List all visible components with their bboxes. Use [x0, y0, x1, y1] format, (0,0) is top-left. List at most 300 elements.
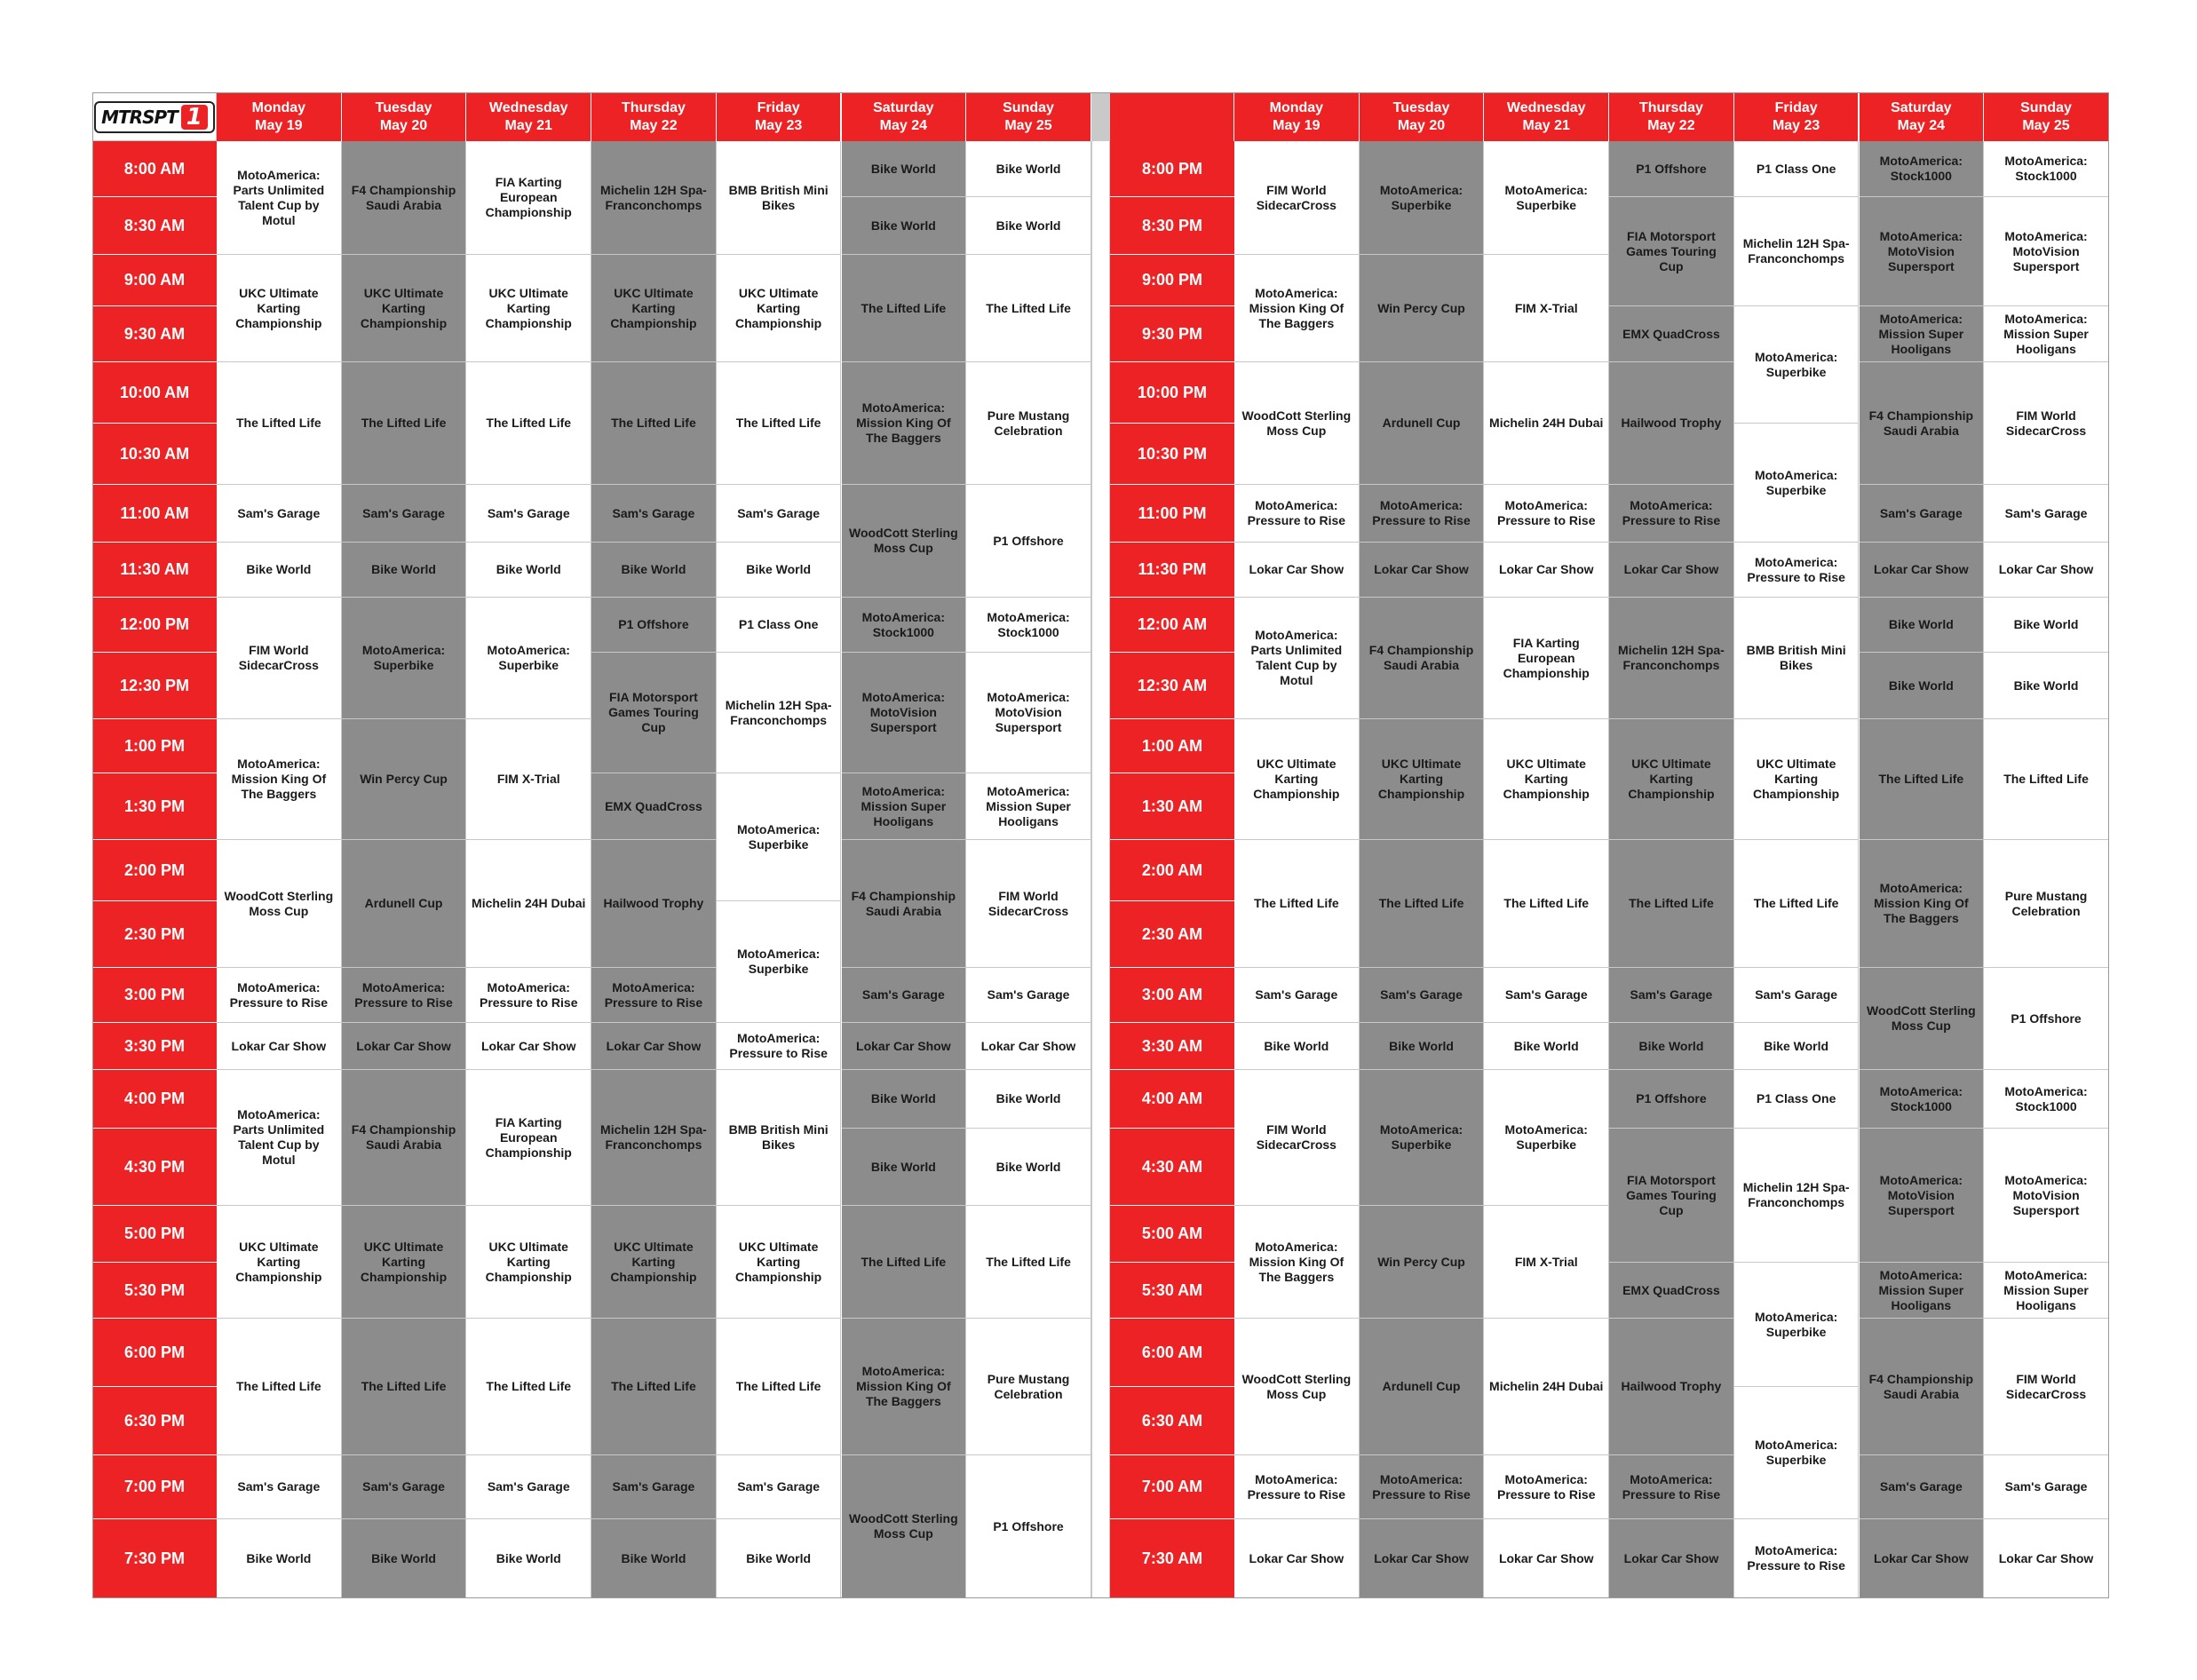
- day-name: Sunday: [2020, 99, 2072, 115]
- program-cell[interactable]: Lokar Car Show: [842, 1023, 967, 1070]
- day-date: May 24: [1897, 117, 1946, 133]
- program-cell[interactable]: Sam's Garage: [1360, 968, 1485, 1023]
- program-cell[interactable]: Lokar Car Show: [1860, 1519, 1985, 1598]
- program-cell[interactable]: Pure Mustang Celebration: [966, 1319, 1091, 1455]
- program-cell[interactable]: Ardunell Cup: [1360, 362, 1485, 485]
- right-day-header-wednesday: [1484, 92, 1609, 141]
- program-cell[interactable]: MotoAmerica: Pressure to Rise: [1734, 1519, 1860, 1598]
- right-time-slot: 4:30 AM: [1110, 1129, 1234, 1206]
- day-name: Wednesday: [1506, 99, 1586, 115]
- day-date: May 22: [630, 117, 678, 133]
- program-cell[interactable]: WoodCott Sterling Moss Cup: [1234, 1319, 1360, 1455]
- program-cell[interactable]: The Lifted Life: [342, 1319, 467, 1455]
- left-time-slot: 10:30 AM: [92, 424, 217, 485]
- program-cell[interactable]: Michelin 12H Spa-Franconchomps: [591, 141, 717, 255]
- program-cell[interactable]: The Lifted Life: [1360, 840, 1485, 968]
- program-cell[interactable]: Bike World: [1484, 1023, 1609, 1070]
- program-cell[interactable]: F4 Championship Saudi Arabia: [1860, 362, 1985, 485]
- program-cell[interactable]: Sam's Garage: [466, 1455, 591, 1519]
- right-time-slot: 5:00 AM: [1110, 1206, 1234, 1263]
- program-cell[interactable]: FIM World SidecarCross: [1234, 1070, 1360, 1206]
- program-cell[interactable]: Lokar Car Show: [1484, 1519, 1609, 1598]
- program-cell[interactable]: MotoAmerica: MotoVision Supersport: [1984, 197, 2109, 306]
- left-time-slot: 1:30 PM: [92, 773, 217, 840]
- left-day-header-saturday: [842, 92, 967, 141]
- program-cell[interactable]: Bike World: [1860, 598, 1985, 653]
- program-cell[interactable]: MotoAmerica: Stock1000: [1860, 1070, 1985, 1129]
- program-cell[interactable]: Michelin 12H Spa-Franconchomps: [1734, 197, 1860, 306]
- program-cell[interactable]: MotoAmerica: Superbike: [466, 598, 591, 719]
- program-cell[interactable]: Bike World: [966, 197, 1091, 255]
- program-cell[interactable]: Bike World: [1984, 653, 2109, 719]
- program-cell[interactable]: F4 Championship Saudi Arabia: [342, 141, 467, 255]
- program-cell[interactable]: Lokar Car Show: [217, 1023, 342, 1070]
- program-cell[interactable]: EMX QuadCross: [1609, 1263, 1734, 1319]
- program-cell[interactable]: Bike World: [1734, 1023, 1860, 1070]
- program-cell[interactable]: P1 Offshore: [966, 485, 1091, 598]
- left-time-slot: 8:00 AM: [92, 141, 217, 197]
- day-name: Saturday: [1891, 99, 1952, 115]
- program-cell[interactable]: Michelin 12H Spa-Franconchomps: [1609, 598, 1734, 719]
- program-cell[interactable]: MotoAmerica: Stock1000: [1860, 141, 1985, 197]
- program-cell[interactable]: Hailwood Trophy: [591, 840, 717, 968]
- program-cell[interactable]: FIM X-Trial: [1484, 255, 1609, 362]
- program-cell[interactable]: Sam's Garage: [1984, 1455, 2109, 1519]
- program-cell[interactable]: MotoAmerica: MotoVision Supersport: [842, 653, 967, 773]
- program-cell[interactable]: Lokar Car Show: [1484, 543, 1609, 598]
- program-cell[interactable]: UKC Ultimate Karting Championship: [1609, 719, 1734, 840]
- program-cell[interactable]: MotoAmerica: Superbike: [1734, 1387, 1860, 1519]
- program-cell[interactable]: Bike World: [1984, 598, 2109, 653]
- day-date: May 25: [1004, 117, 1052, 133]
- left-time-slot: 11:00 AM: [92, 485, 217, 543]
- left-day-header-sunday: [966, 92, 1091, 141]
- right-time-slot: 3:30 AM: [1110, 1023, 1234, 1070]
- program-cell[interactable]: The Lifted Life: [342, 362, 467, 485]
- day-name: Monday: [1269, 99, 1324, 115]
- program-cell[interactable]: P1 Offshore: [966, 1455, 1091, 1598]
- program-cell[interactable]: FIM World SidecarCross: [1234, 141, 1360, 255]
- program-cell[interactable]: The Lifted Life: [217, 362, 342, 485]
- program-cell[interactable]: MotoAmerica: Pressure to Rise: [1360, 1455, 1485, 1519]
- program-cell[interactable]: Lokar Car Show: [591, 1023, 717, 1070]
- program-cell[interactable]: WoodCott Sterling Moss Cup: [217, 840, 342, 968]
- program-cell[interactable]: F4 Championship Saudi Arabia: [1360, 598, 1485, 719]
- program-cell[interactable]: MotoAmerica: Pressure to Rise: [1360, 485, 1485, 543]
- program-cell[interactable]: The Lifted Life: [966, 255, 1091, 362]
- program-cell[interactable]: MotoAmerica: Pressure to Rise: [1234, 1455, 1360, 1519]
- right-time-slot: 3:00 AM: [1110, 968, 1234, 1023]
- right-time-slot: 12:00 AM: [1110, 598, 1234, 653]
- program-cell[interactable]: Bike World: [466, 1519, 591, 1598]
- program-cell[interactable]: UKC Ultimate Karting Championship: [591, 255, 717, 362]
- program-cell[interactable]: The Lifted Life: [966, 1206, 1091, 1319]
- program-cell[interactable]: FIM World SidecarCross: [1984, 362, 2109, 485]
- program-cell[interactable]: Pure Mustang Celebration: [1984, 840, 2109, 968]
- program-cell[interactable]: The Lifted Life: [217, 1319, 342, 1455]
- day-date: May 22: [1647, 117, 1695, 133]
- program-cell[interactable]: Sam's Garage: [1984, 485, 2109, 543]
- day-name: Monday: [251, 99, 306, 115]
- program-cell[interactable]: Bike World: [217, 543, 342, 598]
- program-cell[interactable]: MotoAmerica: Mission King Of The Baggers: [1860, 840, 1985, 968]
- program-cell[interactable]: EMX QuadCross: [1609, 306, 1734, 362]
- right-header-blank: [1110, 92, 1234, 141]
- program-cell[interactable]: The Lifted Life: [717, 362, 842, 485]
- program-cell[interactable]: The Lifted Life: [1984, 719, 2109, 840]
- program-cell[interactable]: The Lifted Life: [1860, 719, 1985, 840]
- program-cell[interactable]: MotoAmerica: Pressure to Rise: [1609, 1455, 1734, 1519]
- program-cell[interactable]: Bike World: [217, 1519, 342, 1598]
- program-cell[interactable]: P1 Class One: [1734, 141, 1860, 197]
- logo-number: 1: [181, 105, 208, 130]
- left-day-header-monday: [217, 92, 342, 141]
- right-time-slot: 9:30 PM: [1110, 306, 1234, 362]
- program-cell[interactable]: Sam's Garage: [1734, 968, 1860, 1023]
- program-cell[interactable]: The Lifted Life: [717, 1319, 842, 1455]
- left-day-header-friday: [717, 92, 842, 141]
- program-cell[interactable]: Michelin 12H Spa-Franconchomps: [1734, 1129, 1860, 1263]
- program-cell[interactable]: Lokar Car Show: [1984, 543, 2109, 598]
- left-time-slot: 7:00 PM: [92, 1455, 217, 1519]
- day-name: Friday: [1774, 99, 1818, 115]
- program-cell[interactable]: MotoAmerica: Pressure to Rise: [217, 968, 342, 1023]
- program-cell[interactable]: MotoAmerica: Superbike: [717, 773, 842, 901]
- program-cell[interactable]: P1 Class One: [1734, 1070, 1860, 1129]
- program-cell[interactable]: Bike World: [842, 1129, 967, 1206]
- program-cell[interactable]: MotoAmerica: MotoVision Supersport: [1860, 1129, 1985, 1263]
- program-cell[interactable]: Sam's Garage: [966, 968, 1091, 1023]
- program-cell[interactable]: Sam's Garage: [591, 1455, 717, 1519]
- program-cell[interactable]: Win Percy Cup: [1360, 1206, 1485, 1319]
- right-day-header-monday: [1234, 92, 1360, 141]
- program-cell[interactable]: Sam's Garage: [217, 485, 342, 543]
- program-cell[interactable]: The Lifted Life: [466, 1319, 591, 1455]
- program-cell[interactable]: Bike World: [466, 543, 591, 598]
- program-cell[interactable]: MotoAmerica: Mission King Of The Baggers: [842, 1319, 967, 1455]
- program-cell[interactable]: Lokar Car Show: [1360, 543, 1485, 598]
- program-cell[interactable]: FIM X-Trial: [1484, 1206, 1609, 1319]
- program-cell[interactable]: The Lifted Life: [842, 1206, 967, 1319]
- day-name: Tuesday: [1392, 99, 1450, 115]
- program-cell[interactable]: Sam's Garage: [1484, 968, 1609, 1023]
- program-cell[interactable]: MotoAmerica: Parts Unlimited Talent Cup by Motul: [217, 141, 342, 255]
- right-time-slot: 7:00 AM: [1110, 1455, 1234, 1519]
- program-cell[interactable]: Win Percy Cup: [342, 719, 467, 840]
- right-time-slot: 6:00 AM: [1110, 1319, 1234, 1387]
- program-cell[interactable]: Bike World: [842, 197, 967, 255]
- program-cell[interactable]: FIM World SidecarCross: [966, 840, 1091, 968]
- program-cell[interactable]: MotoAmerica: Superbike: [1734, 424, 1860, 543]
- program-cell[interactable]: FIM World SidecarCross: [217, 598, 342, 719]
- right-time-slot: 12:30 AM: [1110, 653, 1234, 719]
- program-cell[interactable]: MotoAmerica: Mission King Of The Baggers: [842, 362, 967, 485]
- program-cell[interactable]: Pure Mustang Celebration: [966, 362, 1091, 485]
- program-cell[interactable]: UKC Ultimate Karting Championship: [217, 255, 342, 362]
- program-cell[interactable]: MotoAmerica: Stock1000: [842, 598, 967, 653]
- right-time-slot: 11:00 PM: [1110, 485, 1234, 543]
- program-cell[interactable]: MotoAmerica: Mission Super Hooligans: [842, 773, 967, 840]
- program-cell[interactable]: The Lifted Life: [842, 255, 967, 362]
- program-cell[interactable]: MotoAmerica: Superbike: [1360, 1070, 1485, 1206]
- program-cell[interactable]: F4 Championship Saudi Arabia: [842, 840, 967, 968]
- program-cell[interactable]: Sam's Garage: [466, 485, 591, 543]
- program-cell[interactable]: MotoAmerica: Superbike: [1484, 1070, 1609, 1206]
- program-cell[interactable]: Lokar Car Show: [1984, 1519, 2109, 1598]
- program-cell[interactable]: UKC Ultimate Karting Championship: [591, 1206, 717, 1319]
- program-cell[interactable]: Lokar Car Show: [342, 1023, 467, 1070]
- program-cell[interactable]: MotoAmerica: Mission King Of The Baggers: [217, 719, 342, 840]
- program-cell[interactable]: MotoAmerica: Superbike: [1734, 1263, 1860, 1387]
- program-cell[interactable]: MotoAmerica: Pressure to Rise: [466, 968, 591, 1023]
- program-cell[interactable]: The Lifted Life: [466, 362, 591, 485]
- day-date: May 23: [1772, 117, 1820, 133]
- program-cell[interactable]: MotoAmerica: Pressure to Rise: [1234, 485, 1360, 543]
- left-time-slot: 2:30 PM: [92, 901, 217, 968]
- day-name: Friday: [757, 99, 800, 115]
- program-cell[interactable]: MotoAmerica: Stock1000: [1984, 1070, 2109, 1129]
- program-cell[interactable]: Sam's Garage: [342, 485, 467, 543]
- program-cell[interactable]: MotoAmerica: Mission Super Hooligans: [1860, 1263, 1985, 1319]
- program-cell[interactable]: MotoAmerica: Pressure to Rise: [591, 968, 717, 1023]
- program-cell[interactable]: The Lifted Life: [591, 1319, 717, 1455]
- right-time-slot: 11:30 PM: [1110, 543, 1234, 598]
- program-cell[interactable]: WoodCott Sterling Moss Cup: [842, 1455, 967, 1598]
- program-cell[interactable]: Michelin 12H Spa-Franconchomps: [591, 1070, 717, 1206]
- program-cell[interactable]: BMB British Mini Bikes: [717, 1070, 842, 1206]
- right-time-slot: 9:00 PM: [1110, 255, 1234, 306]
- program-cell[interactable]: F4 Championship Saudi Arabia: [342, 1070, 467, 1206]
- right-time-slot: 1:00 AM: [1110, 719, 1234, 773]
- left-time-slot: 5:30 PM: [92, 1263, 217, 1319]
- program-cell[interactable]: Sam's Garage: [717, 1455, 842, 1519]
- program-cell[interactable]: WoodCott Sterling Moss Cup: [1234, 362, 1360, 485]
- left-time-slot: 4:30 PM: [92, 1129, 217, 1206]
- program-cell[interactable]: Sam's Garage: [1860, 1455, 1985, 1519]
- program-cell[interactable]: The Lifted Life: [591, 362, 717, 485]
- program-cell[interactable]: P1 Offshore: [1609, 141, 1734, 197]
- program-cell[interactable]: FIA Karting European Championship: [1484, 598, 1609, 719]
- program-cell[interactable]: UKC Ultimate Karting Championship: [717, 1206, 842, 1319]
- program-cell[interactable]: Lokar Car Show: [966, 1023, 1091, 1070]
- program-cell[interactable]: FIA Motorsport Games Touring Cup: [1609, 1129, 1734, 1263]
- day-date: May 25: [2022, 117, 2070, 133]
- left-day-header-tuesday: [342, 92, 467, 141]
- program-cell[interactable]: Bike World: [842, 141, 967, 197]
- program-cell[interactable]: The Lifted Life: [1234, 840, 1360, 968]
- program-cell[interactable]: MotoAmerica: MotoVision Supersport: [1860, 197, 1985, 306]
- program-cell[interactable]: Michelin 24H Dubai: [1484, 1319, 1609, 1455]
- program-cell[interactable]: MotoAmerica: MotoVision Supersport: [1984, 1129, 2109, 1263]
- left-time-slot: 7:30 PM: [92, 1519, 217, 1598]
- program-cell[interactable]: MotoAmerica: Stock1000: [966, 598, 1091, 653]
- program-cell[interactable]: MotoAmerica: Mission King Of The Baggers: [1234, 1206, 1360, 1319]
- program-cell[interactable]: MotoAmerica: MotoVision Supersport: [966, 653, 1091, 773]
- program-cell[interactable]: MotoAmerica: Superbike: [717, 901, 842, 1023]
- program-cell[interactable]: MotoAmerica: Stock1000: [1984, 141, 2109, 197]
- program-cell[interactable]: Bike World: [1609, 1023, 1734, 1070]
- right-time-slot: 2:00 AM: [1110, 840, 1234, 901]
- program-cell[interactable]: MotoAmerica: Pressure to Rise: [1484, 1455, 1609, 1519]
- program-cell[interactable]: Hailwood Trophy: [1609, 362, 1734, 485]
- left-time-slot: 11:30 AM: [92, 543, 217, 598]
- program-cell[interactable]: Lokar Car Show: [1360, 1519, 1485, 1598]
- program-cell[interactable]: FIA Karting European Championship: [466, 141, 591, 255]
- program-cell[interactable]: UKC Ultimate Karting Championship: [1234, 719, 1360, 840]
- day-date: May 20: [379, 117, 428, 133]
- day-date: May 23: [754, 117, 803, 133]
- right-day-header-saturday: [1860, 92, 1985, 141]
- day-name: Wednesday: [488, 99, 568, 115]
- left-time-slot: 9:00 AM: [92, 255, 217, 306]
- program-cell[interactable]: MotoAmerica: Mission King Of The Baggers: [1234, 255, 1360, 362]
- program-cell[interactable]: MotoAmerica: Superbike: [342, 598, 467, 719]
- program-cell[interactable]: Sam's Garage: [1234, 968, 1360, 1023]
- day-date: May 21: [1522, 117, 1570, 133]
- program-cell[interactable]: Bike World: [342, 543, 467, 598]
- day-name: Thursday: [621, 99, 686, 115]
- program-cell[interactable]: UKC Ultimate Karting Championship: [717, 255, 842, 362]
- program-cell[interactable]: UKC Ultimate Karting Championship: [1734, 719, 1860, 840]
- program-cell[interactable]: Bike World: [1234, 1023, 1360, 1070]
- day-name: Tuesday: [375, 99, 432, 115]
- program-cell[interactable]: MotoAmerica: Superbike: [1484, 141, 1609, 255]
- program-cell[interactable]: Bike World: [591, 1519, 717, 1598]
- program-cell[interactable]: Bike World: [1860, 653, 1985, 719]
- program-cell[interactable]: UKC Ultimate Karting Championship: [466, 1206, 591, 1319]
- day-date: May 21: [504, 117, 552, 133]
- program-cell[interactable]: Sam's Garage: [217, 1455, 342, 1519]
- program-cell[interactable]: Lokar Car Show: [1609, 543, 1734, 598]
- program-cell[interactable]: Bike World: [717, 543, 842, 598]
- program-cell[interactable]: The Lifted Life: [1734, 840, 1860, 968]
- left-time-slot: 9:30 AM: [92, 306, 217, 362]
- program-cell[interactable]: Michelin 12H Spa-Franconchomps: [717, 653, 842, 773]
- divider-header: [1091, 92, 1110, 141]
- program-cell[interactable]: Lokar Car Show: [1234, 543, 1360, 598]
- day-name: Saturday: [873, 99, 934, 115]
- program-cell[interactable]: Bike World: [966, 1129, 1091, 1206]
- right-time-slot: 8:30 PM: [1110, 197, 1234, 255]
- program-cell[interactable]: WoodCott Sterling Moss Cup: [842, 485, 967, 598]
- program-cell[interactable]: Sam's Garage: [842, 968, 967, 1023]
- program-cell[interactable]: UKC Ultimate Karting Championship: [1360, 719, 1485, 840]
- program-cell[interactable]: MotoAmerica: Pressure to Rise: [342, 968, 467, 1023]
- program-cell[interactable]: MotoAmerica: Superbike: [1360, 141, 1485, 255]
- program-cell[interactable]: MotoAmerica: Pressure to Rise: [1484, 485, 1609, 543]
- program-cell[interactable]: Sam's Garage: [342, 1455, 467, 1519]
- program-cell[interactable]: The Lifted Life: [1484, 840, 1609, 968]
- program-cell[interactable]: BMB British Mini Bikes: [1734, 598, 1860, 719]
- program-cell[interactable]: Michelin 24H Dubai: [466, 840, 591, 968]
- program-cell[interactable]: FIA Motorsport Games Touring Cup: [591, 653, 717, 773]
- program-cell[interactable]: MotoAmerica: Pressure to Rise: [1734, 543, 1860, 598]
- program-cell[interactable]: MotoAmerica: Mission Super Hooligans: [966, 773, 1091, 840]
- program-cell[interactable]: MotoAmerica: Superbike: [1734, 306, 1860, 424]
- program-cell[interactable]: Hailwood Trophy: [1609, 1319, 1734, 1455]
- left-time-slot: 5:00 PM: [92, 1206, 217, 1263]
- program-cell[interactable]: Lokar Car Show: [1609, 1519, 1734, 1598]
- logo-badge: [94, 101, 215, 133]
- program-cell[interactable]: F4 Championship Saudi Arabia: [1860, 1319, 1985, 1455]
- program-cell[interactable]: MotoAmerica: Pressure to Rise: [717, 1023, 842, 1070]
- program-cell[interactable]: Sam's Garage: [591, 485, 717, 543]
- left-day-header-wednesday: [466, 92, 591, 141]
- program-cell[interactable]: FIA Motorsport Games Touring Cup: [1609, 197, 1734, 306]
- program-cell[interactable]: MotoAmerica: Parts Unlimited Talent Cup by Motul: [217, 1070, 342, 1206]
- program-cell[interactable]: Bike World: [717, 1519, 842, 1598]
- program-cell[interactable]: P1 Offshore: [591, 598, 717, 653]
- program-cell[interactable]: Bike World: [342, 1519, 467, 1598]
- program-cell[interactable]: FIA Karting European Championship: [466, 1070, 591, 1206]
- program-cell[interactable]: Ardunell Cup: [342, 840, 467, 968]
- program-cell[interactable]: Lokar Car Show: [1234, 1519, 1360, 1598]
- right-time-slot: 8:00 PM: [1110, 141, 1234, 197]
- program-cell[interactable]: WoodCott Sterling Moss Cup: [1860, 968, 1985, 1070]
- right-day-header-friday: [1734, 92, 1860, 141]
- left-time-slot: 8:30 AM: [92, 197, 217, 255]
- day-name: Sunday: [1003, 99, 1054, 115]
- program-cell[interactable]: P1 Offshore: [1984, 968, 2109, 1070]
- program-cell[interactable]: MotoAmerica: Mission Super Hooligans: [1860, 306, 1985, 362]
- program-cell[interactable]: The Lifted Life: [1609, 840, 1734, 968]
- left-day-header-thursday: [591, 92, 717, 141]
- right-time-slot: 10:30 PM: [1110, 424, 1234, 485]
- left-time-slot: 1:00 PM: [92, 719, 217, 773]
- program-cell[interactable]: UKC Ultimate Karting Championship: [1484, 719, 1609, 840]
- right-time-slot: 5:30 AM: [1110, 1263, 1234, 1319]
- logo-text: MTRSPT: [101, 106, 178, 128]
- program-cell[interactable]: Sam's Garage: [717, 485, 842, 543]
- program-cell[interactable]: FIM World SidecarCross: [1984, 1319, 2109, 1455]
- day-date: May 20: [1397, 117, 1446, 133]
- program-cell[interactable]: Lokar Car Show: [466, 1023, 591, 1070]
- program-cell[interactable]: MotoAmerica: Pressure to Rise: [1609, 485, 1734, 543]
- program-cell[interactable]: MotoAmerica: Parts Unlimited Talent Cup by Motul: [1234, 598, 1360, 719]
- program-cell[interactable]: Ardunell Cup: [1360, 1319, 1485, 1455]
- left-time-slot: 3:30 PM: [92, 1023, 217, 1070]
- program-cell[interactable]: BMB British Mini Bikes: [717, 141, 842, 255]
- program-cell[interactable]: UKC Ultimate Karting Championship: [217, 1206, 342, 1319]
- program-cell[interactable]: Bike World: [1360, 1023, 1485, 1070]
- program-cell[interactable]: UKC Ultimate Karting Championship: [342, 1206, 467, 1319]
- right-day-header-tuesday: [1360, 92, 1485, 141]
- program-cell[interactable]: Sam's Garage: [1860, 485, 1985, 543]
- program-cell[interactable]: MotoAmerica: Mission Super Hooligans: [1984, 1263, 2109, 1319]
- program-cell[interactable]: P1 Class One: [717, 598, 842, 653]
- day-name: Thursday: [1638, 99, 1703, 115]
- program-cell[interactable]: FIM X-Trial: [466, 719, 591, 840]
- program-cell[interactable]: EMX QuadCross: [591, 773, 717, 840]
- program-cell[interactable]: MotoAmerica: Mission Super Hooligans: [1984, 306, 2109, 362]
- program-cell[interactable]: Bike World: [591, 543, 717, 598]
- program-cell[interactable]: Michelin 24H Dubai: [1484, 362, 1609, 485]
- program-cell[interactable]: Bike World: [966, 141, 1091, 197]
- program-cell[interactable]: Bike World: [966, 1070, 1091, 1129]
- program-cell[interactable]: Sam's Garage: [1609, 968, 1734, 1023]
- program-cell[interactable]: Bike World: [842, 1070, 967, 1129]
- mtrspt1-logo: [92, 92, 217, 141]
- left-time-slot: 10:00 AM: [92, 362, 217, 424]
- right-time-slot: 7:30 AM: [1110, 1519, 1234, 1598]
- right-time-slot: 1:30 AM: [1110, 773, 1234, 840]
- program-cell[interactable]: UKC Ultimate Karting Championship: [466, 255, 591, 362]
- program-cell[interactable]: Win Percy Cup: [1360, 255, 1485, 362]
- program-cell[interactable]: Lokar Car Show: [1860, 543, 1985, 598]
- program-cell[interactable]: P1 Offshore: [1609, 1070, 1734, 1129]
- program-cell[interactable]: UKC Ultimate Karting Championship: [342, 255, 467, 362]
- day-date: May 19: [255, 117, 303, 133]
